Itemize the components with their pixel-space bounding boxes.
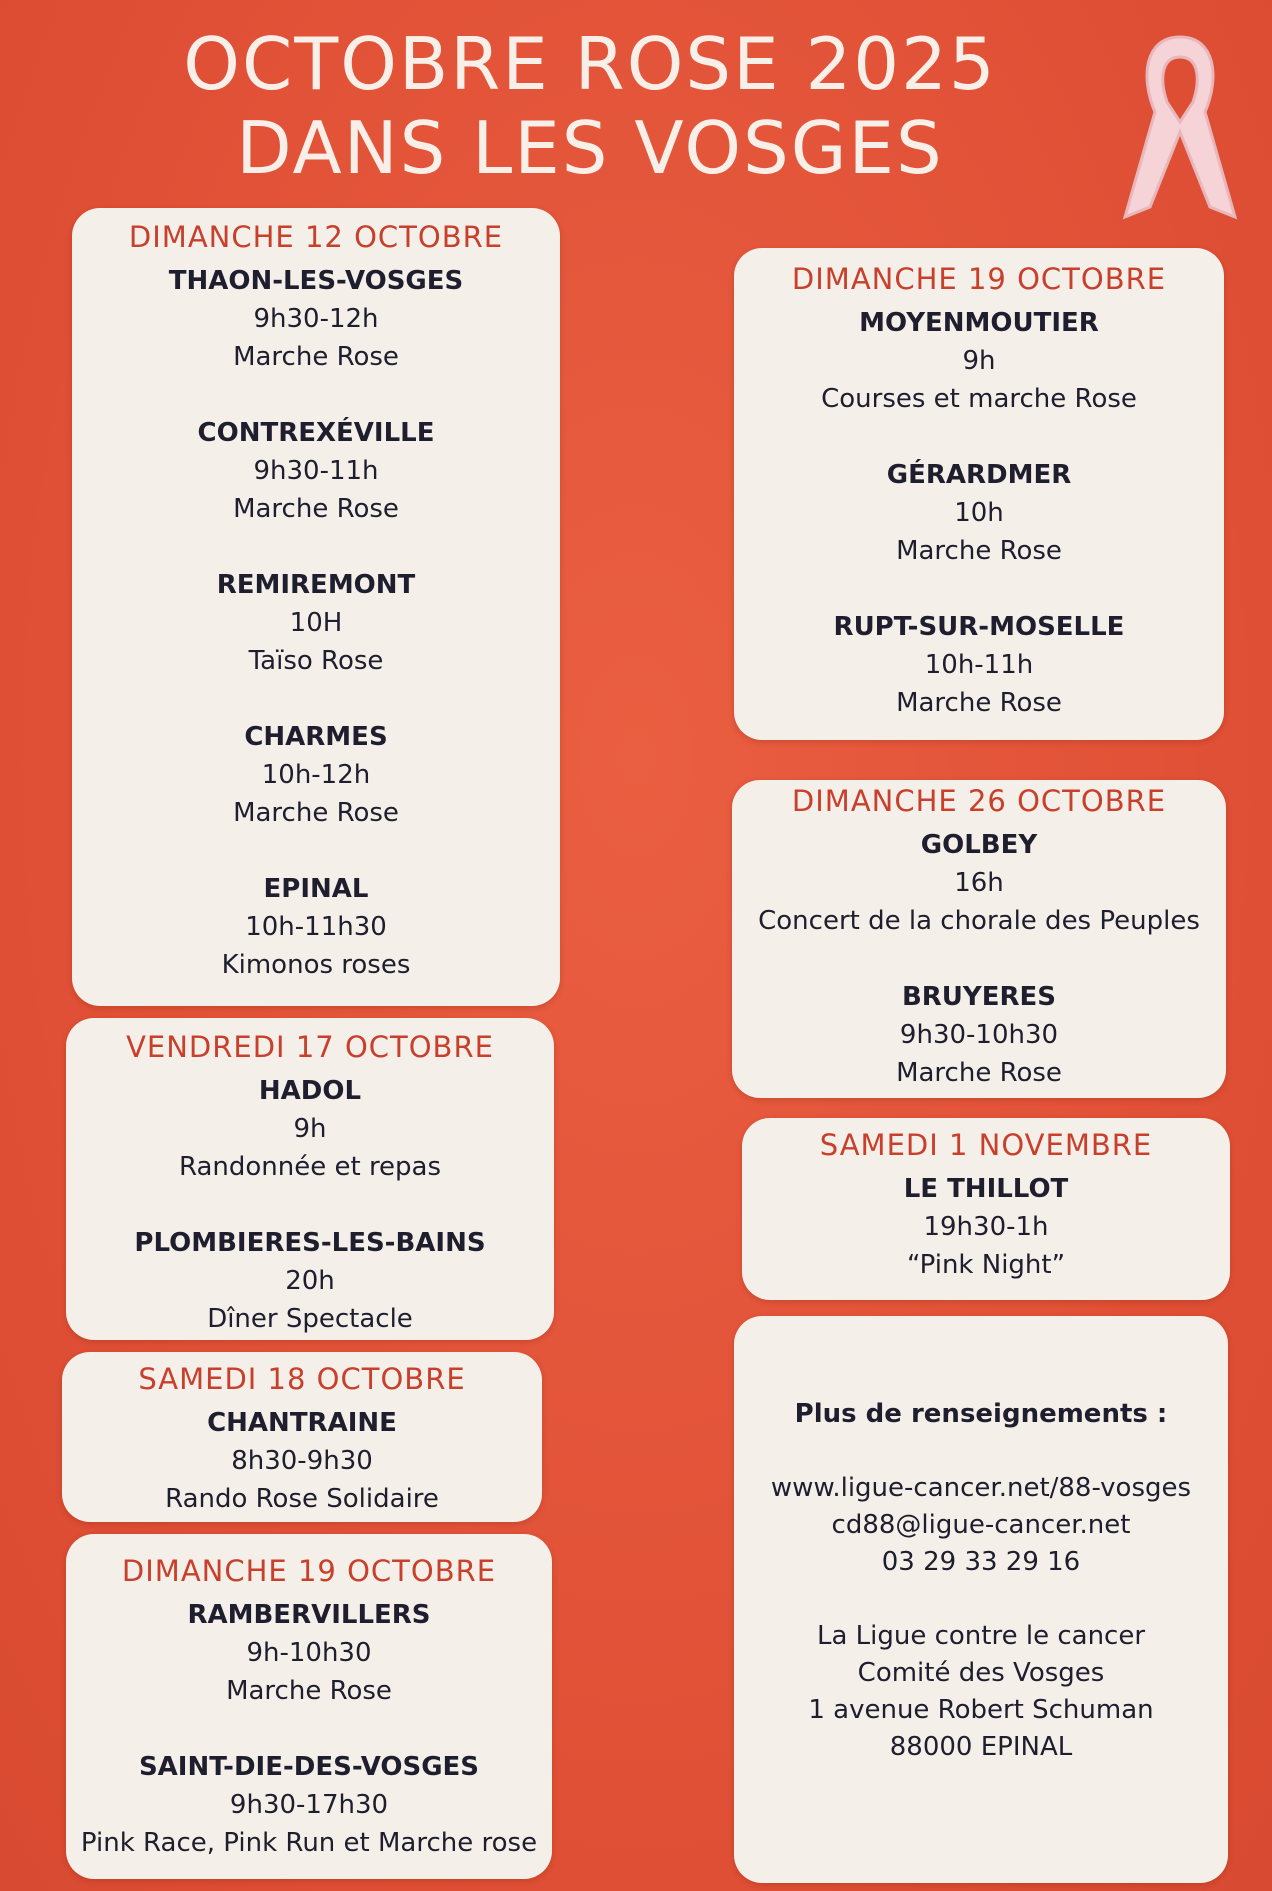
event-item xyxy=(66,1224,554,1338)
event-desc: Marche Rose xyxy=(896,536,1062,566)
event-item xyxy=(734,304,1224,418)
event-desc: Marche Rose xyxy=(233,342,399,372)
event-time: 10h xyxy=(954,498,1004,528)
info-email[interactable]: cd88@ligue-cancer.net xyxy=(831,1510,1131,1540)
event-time: 16h xyxy=(954,868,1004,898)
event-time: 9h30-10h30 xyxy=(899,1020,1059,1050)
info-heading: Plus de renseignements : xyxy=(794,1399,1168,1429)
event-city: CHANTRAINE xyxy=(207,1408,397,1438)
info-card xyxy=(734,1316,1228,1883)
event-item xyxy=(72,870,560,984)
event-date: DIMANCHE 19 OCTOBRE xyxy=(791,262,1167,296)
event-city: THAON-LES-VOSGES xyxy=(168,266,464,296)
event-date: SAMEDI 1 NOVEMBRE xyxy=(819,1128,1153,1162)
event-date: SAMEDI 18 OCTOBRE xyxy=(138,1362,466,1396)
info-city: 88000 EPINAL xyxy=(889,1732,1073,1762)
title-line-2: DANS LES VOSGES xyxy=(236,106,944,190)
event-time: 10H xyxy=(289,608,343,638)
event-desc: Dîner Spectacle xyxy=(207,1304,413,1334)
title-line-1: OCTOBRE ROSE 2025 xyxy=(183,22,997,106)
event-desc: Taïso Rose xyxy=(248,646,384,676)
event-city: RUPT-SUR-MOSELLE xyxy=(833,612,1125,642)
event-city: RAMBERVILLERS xyxy=(187,1600,431,1630)
card-samedi-18-octobre xyxy=(62,1352,542,1522)
event-desc: “Pink Night” xyxy=(906,1250,1066,1280)
event-city: CHARMES xyxy=(244,722,388,752)
event-city: CONTREXÉVILLE xyxy=(197,418,435,448)
event-time: 9h-10h30 xyxy=(246,1638,372,1668)
event-time: 10h-12h xyxy=(261,760,371,790)
event-city: BRUYERES xyxy=(901,982,1057,1012)
event-time: 9h xyxy=(962,346,996,376)
event-desc: Concert de la chorale des Peuples xyxy=(758,906,1200,936)
event-date: DIMANCHE 19 OCTOBRE xyxy=(121,1554,497,1588)
info-street: 1 avenue Robert Schuman xyxy=(808,1695,1154,1725)
event-time: 10h-11h xyxy=(924,650,1034,680)
event-desc: Marche Rose xyxy=(233,494,399,524)
card-dimanche-19-octobre-left xyxy=(66,1534,552,1879)
poster-title xyxy=(60,22,1120,190)
event-desc: Kimonos roses xyxy=(221,950,411,980)
event-time: 8h30-9h30 xyxy=(231,1446,373,1476)
card-dimanche-12-octobre xyxy=(72,208,560,1006)
event-desc: Courses et marche Rose xyxy=(821,384,1137,414)
event-desc: Marche Rose xyxy=(896,688,1062,718)
event-item xyxy=(72,566,560,680)
event-desc: Marche Rose xyxy=(226,1676,392,1706)
event-desc: Randonnée et repas xyxy=(178,1152,442,1182)
event-time: 9h30-12h xyxy=(253,304,379,334)
event-item xyxy=(734,608,1224,722)
event-desc: Marche Rose xyxy=(233,798,399,828)
event-item xyxy=(734,456,1224,570)
event-item xyxy=(72,718,560,832)
event-city: SAINT-DIE-DES-VOSGES xyxy=(138,1752,480,1782)
event-city: LE THILLOT xyxy=(903,1174,1069,1204)
info-committee: Comité des Vosges xyxy=(857,1658,1105,1688)
event-time: 9h xyxy=(293,1114,327,1144)
event-date: DIMANCHE 12 OCTOBRE xyxy=(128,220,504,254)
event-item xyxy=(732,826,1226,940)
event-item xyxy=(66,1596,552,1710)
card-dimanche-19-octobre-right xyxy=(734,248,1224,740)
event-item xyxy=(62,1404,542,1518)
event-city: EPINAL xyxy=(263,874,369,904)
info-phone: 03 29 33 29 16 xyxy=(881,1547,1081,1577)
event-desc: Rando Rose Solidaire xyxy=(165,1484,439,1514)
event-item xyxy=(732,978,1226,1092)
pink-ribbon-icon xyxy=(1105,22,1255,232)
event-desc: Marche Rose xyxy=(896,1058,1062,1088)
event-item xyxy=(66,1072,554,1186)
card-samedi-1-novembre xyxy=(742,1118,1230,1300)
event-city: GOLBEY xyxy=(920,830,1038,860)
event-time: 19h30-1h xyxy=(923,1212,1049,1242)
event-city: HADOL xyxy=(258,1076,362,1106)
event-item xyxy=(742,1170,1230,1284)
event-city: PLOMBIERES-LES-BAINS xyxy=(134,1228,486,1258)
event-item xyxy=(72,262,560,376)
card-vendredi-17-octobre xyxy=(66,1018,554,1340)
event-time: 9h30-17h30 xyxy=(229,1790,389,1820)
event-date: VENDREDI 17 OCTOBRE xyxy=(126,1030,494,1064)
info-org: La Ligue contre le cancer xyxy=(816,1621,1146,1651)
event-desc: Pink Race, Pink Run et Marche rose xyxy=(80,1828,538,1858)
event-city: MOYENMOUTIER xyxy=(859,308,1099,338)
event-time: 20h xyxy=(285,1266,335,1296)
event-time: 9h30-11h xyxy=(253,456,379,486)
event-date: DIMANCHE 26 OCTOBRE xyxy=(791,784,1167,818)
card-dimanche-26-octobre xyxy=(732,780,1226,1098)
event-item xyxy=(72,414,560,528)
event-city: GÉRARDMER xyxy=(886,460,1072,490)
event-item xyxy=(66,1748,552,1862)
event-city: REMIREMONT xyxy=(216,570,416,600)
event-time: 10h-11h30 xyxy=(245,912,387,942)
info-website[interactable]: www.ligue-cancer.net/88-vosges xyxy=(770,1473,1192,1503)
